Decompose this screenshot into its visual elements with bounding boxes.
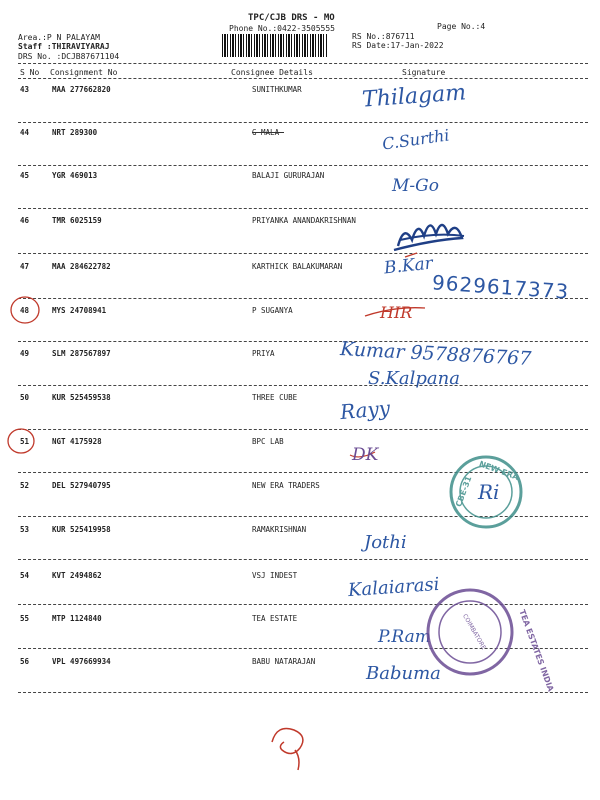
signature-56: Babuma (366, 663, 441, 684)
row-consignment: TMR 6025159 (52, 216, 102, 225)
row-consignee: BPC LAB (252, 437, 284, 446)
row-consignee: RAMAKRISHNAN (252, 525, 307, 534)
row-consignee: THREE CUBE (252, 393, 298, 402)
row-consignment: YGR 469013 (52, 171, 98, 180)
signature-52: Ri (478, 480, 500, 504)
row-consignee: P SUGANYA (252, 306, 293, 315)
signature-47: B.Kar (383, 253, 434, 279)
row-consignment: DEL 527940795 (52, 481, 111, 490)
row-sno: 43 (20, 85, 30, 94)
row-consignee: G MALA (252, 128, 280, 137)
row-consignment: MYS 24708941 (52, 306, 107, 315)
new-era-stamp (451, 457, 521, 527)
staff-label: Staff :THIRAVIYARAJ (18, 42, 110, 51)
tea-estates-stamp (428, 590, 556, 694)
new-era-stamp-city: CBE-31 (454, 474, 474, 509)
row-consignee: NEW ERA TRADERS (252, 481, 320, 490)
row-sno: 51 (20, 437, 30, 446)
signature-51: DK (352, 445, 379, 465)
area-label: Area.:P N PALAYAM (18, 33, 100, 42)
phone-number: Phone No.:0422-3505555 (229, 24, 335, 33)
row-consignment: KUR 525419958 (52, 525, 111, 534)
signature-53: Jothi (364, 532, 407, 553)
row-sno: 56 (20, 657, 30, 666)
page-number: Page No.:4 (437, 22, 486, 31)
row-consignee: KARTHICK BALAKUMARAN (252, 262, 343, 271)
row-consignee: BALAJI GURURAJAN (252, 171, 325, 180)
row-consignment: MTP 1124840 (52, 614, 102, 623)
row-consignment: KUR 525459538 (52, 393, 111, 402)
row-consignee: VSJ INDEST (252, 571, 298, 580)
col-signature: Signature (402, 68, 446, 77)
phone-47: 9629617373 (431, 270, 570, 304)
col-consignment: Consignment No (50, 68, 118, 77)
row-sno: 53 (20, 525, 30, 534)
row-consignment: MAA 284622782 (52, 262, 111, 271)
row-consignee: PRIYANKA ANANDAKRISHNAN (252, 216, 356, 225)
rs-date: RS Date:17-Jan-2022 (352, 41, 444, 50)
row-consignment: MAA 277662820 (52, 85, 111, 94)
col-sno: S No (20, 68, 40, 77)
row-consignment: NRT 289300 (52, 128, 98, 137)
signature-50: Rayy (339, 395, 391, 425)
row-consignee: PRIYA (252, 349, 275, 358)
row-consignment: NGT 4175928 (52, 437, 102, 446)
row-consignment: VPL 497669934 (52, 657, 111, 666)
signature-44: C.Surthi (381, 125, 451, 154)
row-sno: 44 (20, 128, 30, 137)
col-consignee: Consignee Details (231, 68, 313, 77)
signature-45: M-Go (392, 176, 439, 196)
row-sno: 46 (20, 216, 30, 225)
signature-55: P.Ram (378, 627, 431, 647)
document-title: TPC/CJB DRS - MO (248, 13, 335, 23)
signature-49: S.Kalpana (368, 368, 460, 389)
row-sno: 47 (20, 262, 30, 271)
row-consignee: SUNITHKUMAR (252, 85, 302, 94)
drs-number: DRS No. :DCJB87671104 (18, 52, 120, 61)
signature-54: Kalaiarasi (347, 573, 441, 602)
row-sno: 55 (20, 614, 30, 623)
row-sno: 48 (20, 306, 30, 315)
rs-number: RS No.:876711 (352, 32, 415, 41)
row-sno: 50 (20, 393, 30, 402)
new-era-stamp-text: NEW ERA (477, 459, 520, 482)
row-consignment: KVT 2494862 (52, 571, 102, 580)
tea-stamp-text: TEA ESTATES INDIA (517, 608, 556, 693)
row-consignee: TEA ESTATE (252, 614, 298, 623)
row-sno: 49 (20, 349, 30, 358)
row-consignment: SLM 287567897 (52, 349, 111, 358)
row-sno: 45 (20, 171, 30, 180)
note-49: Kumar 9578876767 (339, 338, 532, 370)
row-sno: 54 (20, 571, 30, 580)
row-consignee: BABU NATARAJAN (252, 657, 316, 666)
signature-48: HIR (380, 303, 413, 322)
tea-stamp-city: COIMBATORE (461, 612, 488, 652)
signature-43: Thilagam (361, 80, 467, 113)
row-sno: 52 (20, 481, 30, 490)
